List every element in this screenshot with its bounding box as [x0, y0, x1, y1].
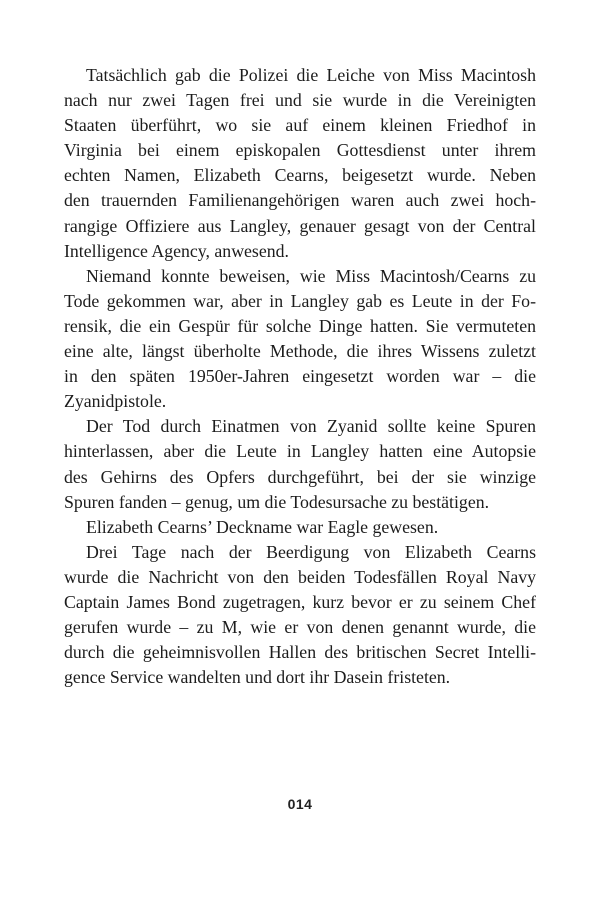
text-line: durch die geheimnisvollen Hallen des britischen Secret Intelli-	[64, 642, 536, 663]
text-line: den trauernden Familienangehörigen waren auch zwei hoch-	[64, 190, 536, 211]
text-line: rangige Offiziere aus Langley, genauer gesagt von der Central	[64, 215, 536, 236]
text-line: Drei Tage nach der Beerdigung von Elizabeth Cearns	[86, 541, 536, 562]
text-line: Staaten überführt, wo sie auf einem kleinen Friedhof in	[64, 115, 536, 136]
text-line: Intelligence Agency, anwesend.	[64, 240, 289, 261]
text-line: echten Namen, Elizabeth Cearns, beigesetzt wurde. Neben	[64, 165, 536, 186]
paragraph-5	[64, 540, 536, 691]
text-line: in den späten 1950er-Jahren eingesetzt worden war – die	[64, 366, 536, 387]
text-line: nach nur zwei Tagen frei und sie wurde in die Vereinigten	[64, 90, 536, 111]
text-line: eine alte, längst überholte Methode, die ihres Wissens zuletzt	[64, 341, 536, 362]
text-line: Der Tod durch Einatmen von Zyanid sollte keine Spuren	[86, 416, 536, 437]
paragraph-1	[64, 63, 536, 264]
text-line: gence Service wandelten und dort ihr Dasein fristeten.	[64, 667, 451, 688]
text-line: Zyanidpistole.	[64, 391, 167, 412]
text-line: Spuren fanden – genug, um die Todesursache zu bestätigen.	[64, 491, 490, 512]
text-line: Captain James Bond zugetragen, kurz bevor er zu seinem Chef	[64, 591, 536, 612]
text-line: des Gehirns des Opfers durchgeführt, bei der sie winzige	[64, 466, 536, 487]
page-number: 014	[287, 796, 313, 812]
text-line: Virginia bei einem episkopalen Gottesdienst unter ihrem	[64, 140, 536, 161]
text-line: rensik, die ein Gespür für solche Dinge hatten. Sie vermuteten	[64, 315, 536, 336]
body-text	[64, 63, 536, 690]
text-line: Tode gekommen war, aber in Langley gab es Leute in der Fo-	[64, 290, 536, 311]
paragraph-3	[64, 414, 536, 514]
text-line: Tatsächlich gab die Polizei die Leiche von Miss Macintosh	[86, 65, 536, 85]
paragraph-2	[64, 264, 536, 415]
text-line: wurde die Nachricht von den beiden Todesfällen Royal Navy	[64, 566, 536, 587]
text-line: Elizabeth Cearns’ Deckname war Eagle gewesen.	[86, 516, 439, 537]
text-line: Niemand konnte beweisen, wie Miss Macintosh/Cearns zu	[86, 265, 536, 286]
text-line: gerufen wurde – zu M, wie er von denen genannt wurde, die	[64, 617, 536, 638]
text-line: hinterlassen, aber die Leute in Langley hatten eine Autopsie	[64, 441, 536, 462]
paragraph-4	[64, 515, 536, 540]
